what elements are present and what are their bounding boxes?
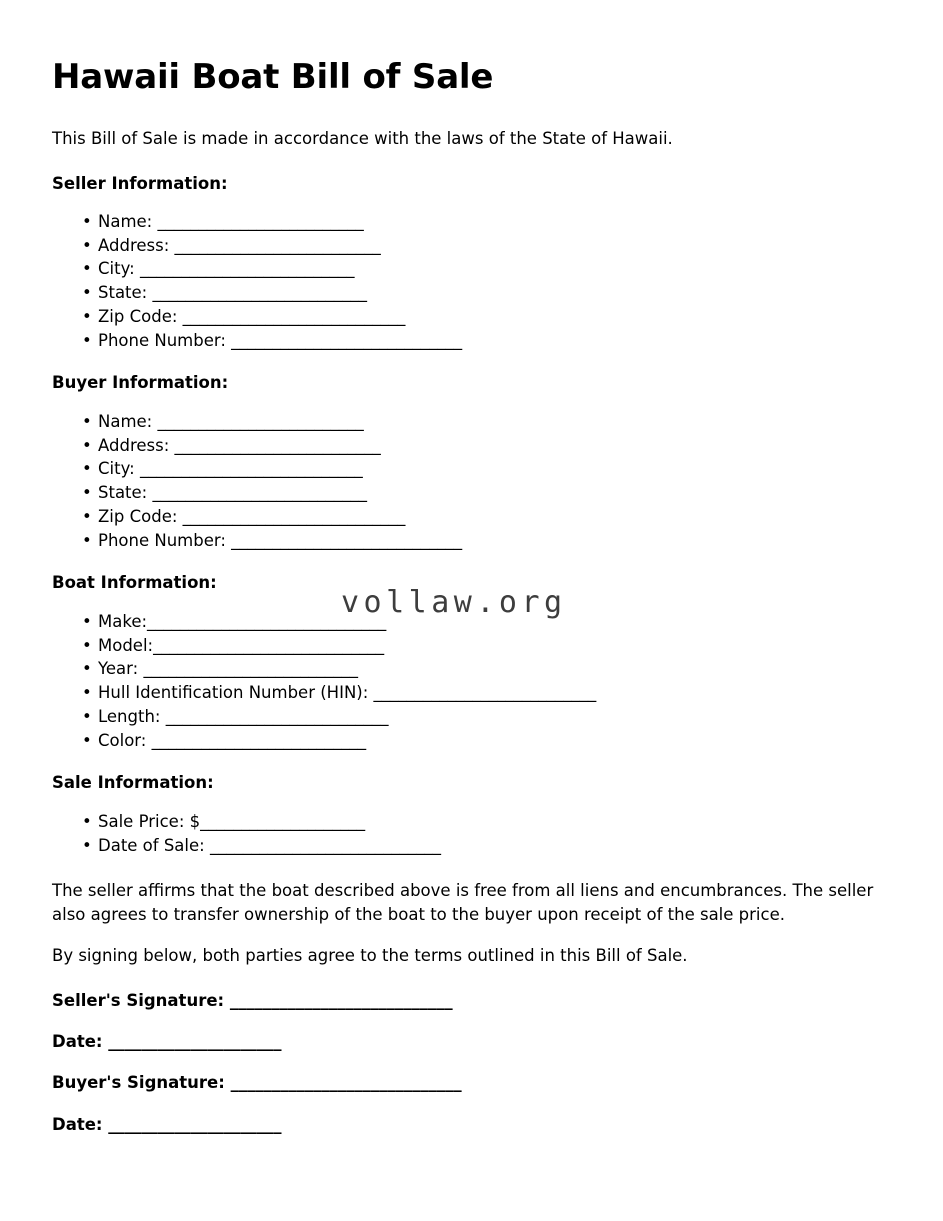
list-item [52, 529, 882, 553]
list-item [52, 305, 882, 329]
bullet-icon: • [82, 411, 92, 431]
buyer-date-label: Date: [52, 1114, 109, 1134]
bullet-icon: • [82, 259, 92, 279]
list-item [52, 681, 882, 705]
field-label: Make: [98, 611, 148, 631]
seller-date-blank[interactable]: _____________________ [108, 1031, 282, 1051]
field-blank[interactable]: __________________________ [139, 259, 355, 279]
list-item [52, 434, 882, 458]
section-heading-sale: Sale Information: [52, 773, 214, 793]
bullet-icon: • [82, 706, 92, 726]
field-label: Model: [98, 635, 154, 655]
seller-date-line [52, 1031, 882, 1052]
spacer [52, 1052, 882, 1072]
field-label: State: [98, 283, 153, 303]
spacer [52, 752, 882, 772]
section-heading-boat: Boat Information: [52, 573, 217, 593]
seller-signature-label: Seller's Signature: [52, 990, 230, 1010]
seller-signature-blank[interactable]: ___________________________ [229, 990, 453, 1010]
section-heading-seller: Seller Information: [52, 173, 228, 193]
list-item [52, 210, 882, 234]
field-label: Color: [98, 730, 152, 750]
field-blank[interactable]: __________________________ [152, 483, 367, 503]
buyer-signature-blank[interactable]: ____________________________ [230, 1073, 462, 1093]
field-label: Phone Number: [98, 530, 232, 550]
bullet-icon: • [82, 330, 92, 350]
field-blank[interactable]: ____________________________ [153, 635, 385, 655]
field-blank[interactable]: _________________________ [157, 211, 364, 231]
field-label: Zip Code: [98, 306, 183, 326]
seller-date-label: Date: [52, 1031, 109, 1051]
bullet-icon: • [82, 611, 92, 631]
field-label: Hull Identification Number (HIN): [98, 683, 374, 703]
affirmation-paragraph: The seller affirms that the boat described above is free from all liens and encumbrances. The seller also agrees to transfer ownership of the boat to the buyer upon receipt of the sale price. [52, 881, 874, 924]
field-blank[interactable]: ____________________________ [209, 835, 441, 855]
field-blank[interactable]: ___________________________ [373, 683, 597, 703]
intro-paragraph: This Bill of Sale is made in accordance with the laws of the State of Hawaii. [52, 129, 673, 149]
spacer [52, 194, 882, 210]
bullet-icon: • [82, 435, 92, 455]
field-label: Address: [98, 435, 175, 455]
sale-field-list [52, 810, 882, 858]
boat-field-list [52, 610, 882, 753]
field-blank[interactable]: ____________________________ [231, 530, 463, 550]
field-label: Name: [98, 211, 158, 231]
field-label: Phone Number: [98, 330, 232, 350]
seller-field-list [52, 210, 882, 353]
bullet-icon: • [82, 683, 92, 703]
field-blank[interactable]: __________________________ [152, 283, 367, 303]
bullet-icon: • [82, 459, 92, 479]
bullet-icon: • [82, 211, 92, 231]
bullet-icon: • [82, 835, 92, 855]
spacer [52, 1011, 882, 1031]
bullet-icon: • [82, 659, 92, 679]
list-item [52, 505, 882, 529]
list-item [52, 610, 882, 634]
bullet-icon: • [82, 811, 92, 831]
bullet-icon: • [82, 730, 92, 750]
buyer-date-blank[interactable]: _____________________ [108, 1114, 282, 1134]
field-blank[interactable]: _________________________ [174, 235, 381, 255]
field-blank[interactable]: __________________________ [143, 659, 358, 679]
buyer-signature-line [52, 1072, 882, 1093]
list-item [52, 410, 882, 434]
bullet-icon: • [82, 506, 92, 526]
list-item [52, 634, 882, 658]
field-label: Zip Code: [98, 506, 183, 526]
seller-signature-line [52, 990, 882, 1011]
field-blank[interactable]: __________________________ [151, 730, 367, 750]
spacer [52, 151, 882, 173]
field-label: Year: [98, 659, 144, 679]
bullet-icon: • [82, 306, 92, 326]
list-item [52, 257, 882, 281]
list-item [52, 234, 882, 258]
buyer-signature-label: Buyer's Signature: [52, 1073, 231, 1093]
list-item [52, 705, 882, 729]
spacer [52, 352, 882, 372]
field-label: Sale Price: $ [98, 811, 201, 831]
bullet-icon: • [82, 635, 92, 655]
bullet-icon: • [82, 530, 92, 550]
field-label: Address: [98, 235, 175, 255]
field-label: Name: [98, 411, 158, 431]
field-blank[interactable]: ___________________________ [182, 506, 406, 526]
field-blank[interactable]: _________________________ [174, 435, 381, 455]
field-label: City: [98, 459, 140, 479]
field-label: Date of Sale: [98, 835, 210, 855]
field-blank[interactable]: _________________________ [157, 411, 364, 431]
field-label: City: [98, 259, 140, 279]
bullet-icon: • [82, 235, 92, 255]
spacer [52, 926, 882, 944]
field-blank[interactable]: ____________________ [200, 811, 366, 831]
list-item [52, 281, 882, 305]
document-content [52, 58, 882, 1135]
spacer [52, 97, 882, 127]
field-blank[interactable]: ___________________________ [139, 459, 363, 479]
buyer-field-list [52, 410, 882, 553]
spacer [52, 968, 882, 990]
field-blank[interactable]: ____________________________ [231, 330, 463, 350]
field-blank[interactable]: ___________________________ [165, 706, 389, 726]
spacer [52, 1094, 882, 1114]
list-item [52, 329, 882, 353]
bullet-icon: • [82, 283, 92, 303]
field-blank[interactable]: ___________________________ [182, 306, 406, 326]
agreement-paragraph: By signing below, both parties agree to the terms outlined in this Bill of Sale. [52, 946, 688, 966]
list-item [52, 481, 882, 505]
list-item [52, 834, 882, 858]
field-label: State: [98, 483, 153, 503]
section-heading-buyer: Buyer Information: [52, 373, 229, 393]
spacer [52, 857, 882, 879]
list-item [52, 810, 882, 834]
buyer-date-line [52, 1114, 882, 1135]
page-title: Hawaii Boat Bill of Sale [52, 57, 494, 97]
list-item [52, 657, 882, 681]
spacer [52, 594, 882, 610]
watermark-vollaw: vollaw.org [341, 585, 567, 620]
bullet-icon: • [82, 483, 92, 503]
field-label: Length: [98, 706, 166, 726]
spacer [52, 552, 882, 572]
list-item [52, 729, 882, 753]
list-item [52, 457, 882, 481]
spacer [52, 794, 882, 810]
spacer [52, 394, 882, 410]
field-blank[interactable]: _____________________________ [147, 611, 387, 631]
